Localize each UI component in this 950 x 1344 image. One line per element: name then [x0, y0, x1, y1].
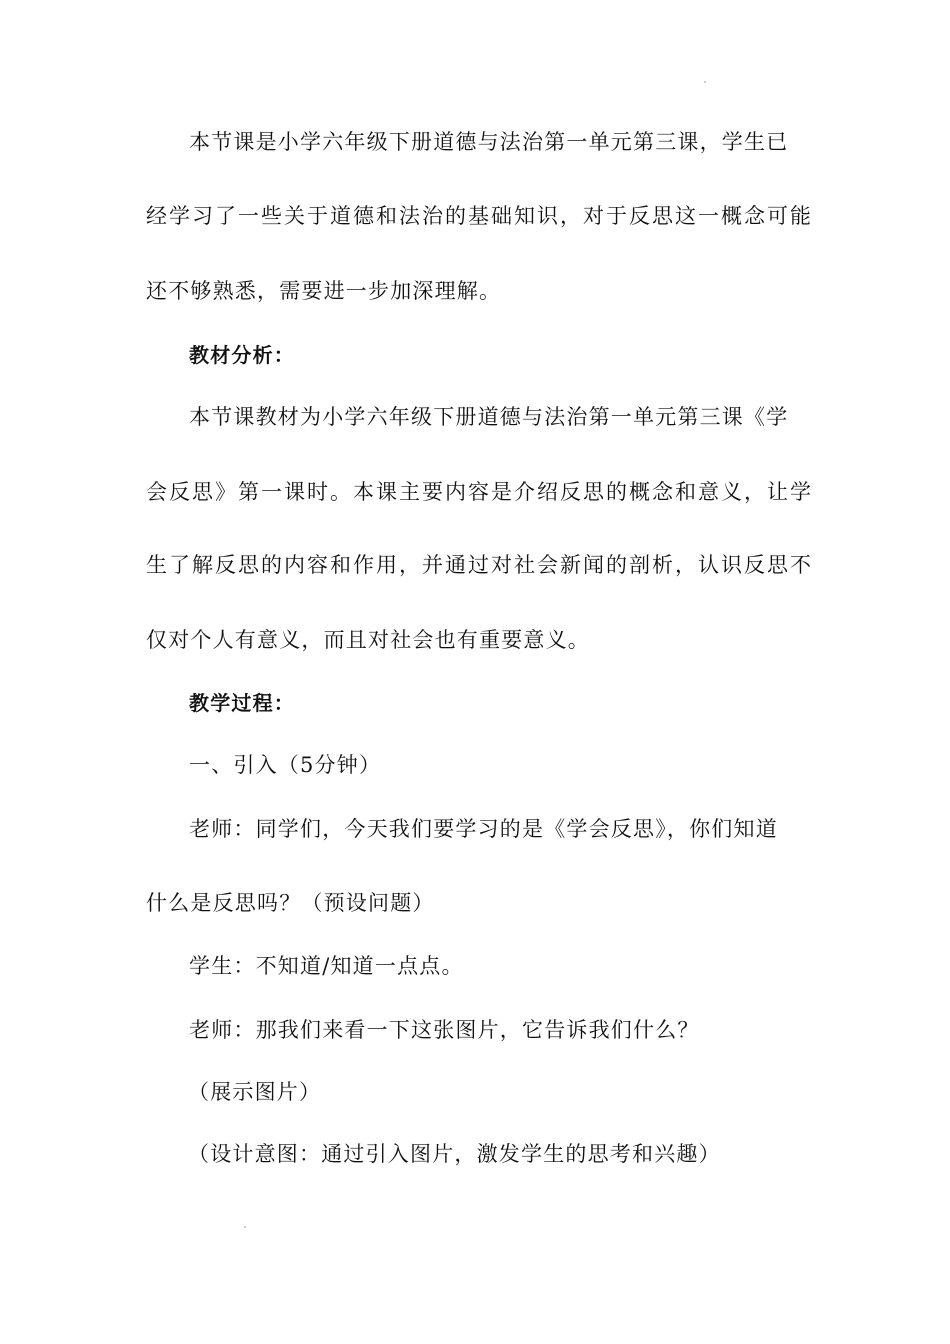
- paragraph2-line4: 仅对个人有意义，而且对社会也有重要意义。: [146, 628, 590, 652]
- teacher-question2: 老师：那我们来看一下这张图片，它告诉我们什么？: [189, 1018, 700, 1042]
- paragraph2-line1: 本节课教材为小学六年级下册道德与法治第一单元第三课《学: [189, 405, 789, 429]
- paragraph1-line2: 经学习了一些关于道德和法治的基础知识，对于反思这一概念可能: [146, 204, 813, 228]
- note-design-intent: （设计意图：通过引入图片，激发学生的思考和兴趣）: [188, 1142, 721, 1166]
- teacher-question1-line2: 什么是反思吗？（预设问题）: [146, 891, 435, 915]
- scan-mark-top: [704, 81, 706, 83]
- paragraph2-line2: 会反思》第一课时。本课主要内容是介绍反思的概念和意义，让学: [146, 480, 813, 504]
- paragraph1-line1: 本节课是小学六年级下册道德与法治第一单元第三课，学生已: [189, 130, 789, 154]
- teacher-question1-line1: 老师：同学们，今天我们要学习的是《学会反思》，你们知道: [189, 817, 778, 841]
- paragraph1-line3: 还不够熟悉，需要进一步加深理解。: [146, 279, 502, 303]
- section1-title: 一、引入（5分钟）: [189, 753, 382, 777]
- heading-materials: 教材分析：: [189, 343, 295, 367]
- scan-mark-bottom: [244, 1226, 246, 1228]
- heading-process: 教学过程：: [189, 691, 295, 715]
- note-show-image: （展示图片）: [188, 1080, 322, 1104]
- paragraph2-line3: 生了解反思的内容和作用，并通过对社会新闻的剖析，认识反思不: [146, 553, 813, 577]
- student-answer1: 学生：不知道/知道一点点。: [189, 954, 464, 978]
